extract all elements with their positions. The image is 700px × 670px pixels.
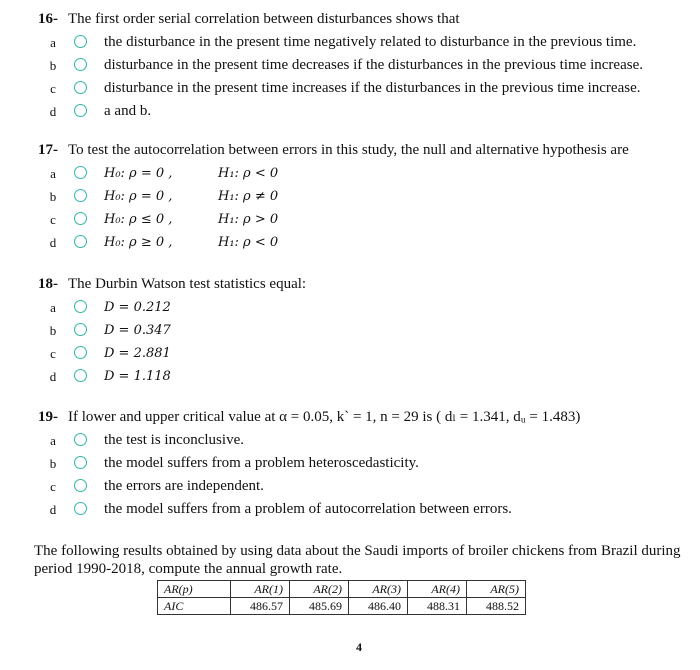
option-text: the errors are independent. [104,478,264,494]
option-letter: a [50,166,56,181]
option-letter: b [49,189,57,204]
option-letter: c [50,479,56,494]
option-19c[interactable] [38,475,688,498]
option-18d[interactable] [38,365,688,388]
option-letter: a [50,433,56,448]
option-text: D = 0.212 [104,300,171,315]
option-17a[interactable] [38,162,688,185]
option-16a[interactable] [38,31,688,54]
radio-button[interactable] [74,369,87,382]
table-header-cell: AR(1) [231,581,290,598]
table-row [158,598,526,615]
radio-button[interactable] [74,300,87,313]
question-16 [38,8,688,123]
option-letter: c [50,212,56,227]
null-hypothesis: H₀: ρ ≤ 0 , [104,212,173,227]
option-text: disturbance in the present time increases if the disturbances in the previous time increase. [104,80,641,96]
table-header-cell: AR(4) [408,581,467,598]
option-text: the model suffers from a problem of autocorrelation between errors. [104,501,512,517]
option-text: disturbance in the present time decreases if the disturbances in the previous time increase. [104,57,643,73]
option-letter: b [49,456,57,471]
question-text: To test the autocorrelation between errors in this study, the null and alternative hypothesis are [68,142,629,158]
option-18b[interactable] [38,319,688,342]
radio-button[interactable] [74,323,87,336]
option-18c[interactable] [38,342,688,365]
option-17d[interactable] [38,231,688,254]
alternative-hypothesis: H₁: ρ ≠ 0 [218,189,279,204]
page-number: 4 [356,640,362,654]
option-letter: c [50,346,56,361]
aic-table [157,580,526,615]
question-16-prompt [38,8,688,30]
option-19a[interactable] [38,429,688,452]
question-text: If lower and upper critical value at α = 0.05, k` = 1, n = 29 is ( dₗ = 1.341, dᵤ = 1.483) [68,409,581,425]
option-text: a and b. [104,103,152,119]
alternative-hypothesis: H₁: ρ > 0 [218,212,279,227]
option-16c[interactable] [38,77,688,100]
table-header-cell: AR(2) [290,581,349,598]
table-cell: 488.31 [408,598,467,615]
option-text: D = 1.118 [104,369,171,384]
question-19-prompt [38,406,688,428]
radio-button[interactable] [74,235,87,248]
option-text: D = 0.347 [104,323,171,338]
question-number: 16- [38,11,58,27]
option-16b[interactable] [38,54,688,77]
table-cell: 488.52 [467,598,526,615]
option-text: the disturbance in the present time negatively related to disturbance in the previous time. [104,34,637,50]
question-17 [38,139,688,254]
option-letter: d [49,502,57,517]
question-19 [38,406,688,521]
option-18a[interactable] [38,296,688,319]
question-text: The Durbin Watson test statistics equal: [68,276,307,292]
null-hypothesis: H₀: ρ = 0 , [104,189,173,204]
radio-button[interactable] [74,104,87,117]
radio-button[interactable] [74,81,87,94]
question-number: 19- [38,409,58,425]
table-cell: 485.69 [290,598,349,615]
question-number: 17- [38,142,58,158]
option-19d[interactable] [38,498,688,521]
question-18 [38,273,688,388]
option-letter: b [49,58,57,73]
option-text: the model suffers from a problem heteroscedasticity. [104,455,419,471]
option-text: the test is inconclusive. [104,432,244,448]
table-cell: AIC [158,598,231,615]
radio-button[interactable] [74,189,87,202]
radio-button[interactable] [74,35,87,48]
table-header-cell: AR(5) [467,581,526,598]
option-16d[interactable] [38,100,688,123]
radio-button[interactable] [74,479,87,492]
option-19b[interactable] [38,452,688,475]
table-header-cell: AR(3) [349,581,408,598]
option-letter: d [49,235,57,250]
table-cell: 486.40 [349,598,408,615]
option-letter: a [50,300,56,315]
radio-button[interactable] [74,58,87,71]
table-header-row [158,581,526,598]
radio-button[interactable] [74,456,87,469]
question-text: The first order serial correlation between disturbances shows that [68,11,460,27]
table-cell: 486.57 [231,598,290,615]
radio-button[interactable] [74,212,87,225]
question-number: 18- [38,276,58,292]
alternative-hypothesis: H₁: ρ < 0 [218,166,279,181]
alternative-hypothesis: H₁: ρ < 0 [218,235,279,250]
option-text: D = 2.881 [104,346,171,361]
option-letter: c [50,81,56,96]
option-letter: b [49,323,57,338]
data-intro-paragraph: The following results obtained by using data about the Saudi imports of broiler chickens from Brazil during period 1990-2018, compute the annual growth rate. [34,543,681,577]
option-17c[interactable] [38,208,688,231]
question-17-prompt [38,139,688,161]
radio-button[interactable] [74,166,87,179]
table-header-cell: AR(p) [158,581,231,598]
option-letter: d [49,369,57,384]
option-17b[interactable] [38,185,688,208]
radio-button[interactable] [74,502,87,515]
null-hypothesis: H₀: ρ ≥ 0 , [104,235,173,250]
question-18-prompt [38,273,688,295]
radio-button[interactable] [74,433,87,446]
option-letter: a [50,35,56,50]
radio-button[interactable] [74,346,87,359]
null-hypothesis: H₀: ρ = 0 , [104,166,173,181]
option-letter: d [49,104,57,119]
